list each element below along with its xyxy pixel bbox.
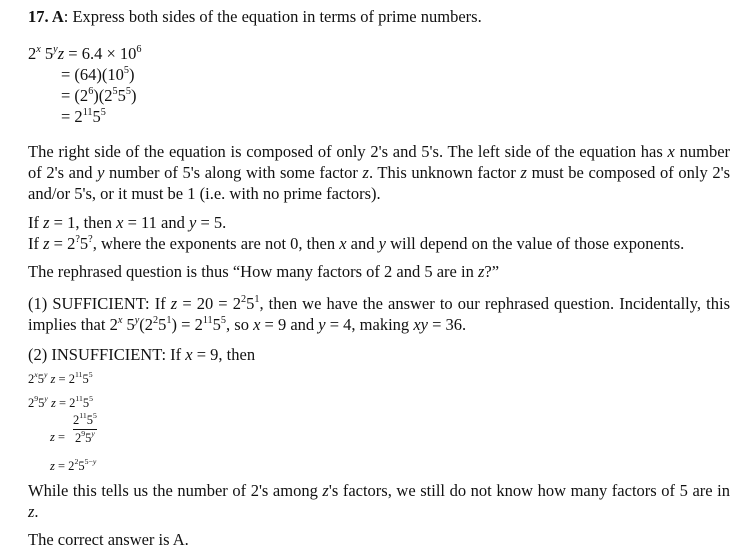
explanation-paragraph-2: While this tells us the number of 2's among z's factors, we still do not know how many factors of 5 are in z. <box>28 481 730 521</box>
equation-line-4: = $2^{11}5^5$ <box>61 107 106 126</box>
equation-line-2: = $(64)(10^5)$ <box>61 65 135 84</box>
case-line-2: If z = 2?5?, where the exponents are not 0, then x and y will depend on the value of those exponents. <box>28 234 685 253</box>
correct-answer: The correct answer is A. <box>28 530 189 549</box>
heading-text: : Express both sides of the equation in terms of prime numbers. <box>63 7 482 26</box>
equation-bottom-3-fraction: $2^{11}5^5$ $2^95^y$ <box>73 411 97 445</box>
rephrased-question: The rephrased question is thus “How many factors of 2 and 5 are in z?” <box>28 262 500 281</box>
equation-line-3: = $(2^6)(2^55^5)$ <box>61 86 137 105</box>
equation-bottom-3-lhs: z = <box>50 430 66 444</box>
explanation-paragraph-1: The right side of the equation is composed of only 2's and 5's. The left side of the equation has x number of 2's and y number of 5's along with some factor z. This unknown factor z must be composed of only 2's and/or 5's, or it must be 1 (i.e. with no prime factors). <box>28 142 731 203</box>
statement-1: (1) SUFFICIENT: If $z = 20 = 2^25^1$, then we have the answer to our rephrased question. Incidentally, this implies that 2$^x$ $5^y(2^25^1) = 2^{11}5^5$, so x = 9 and y = 4, making xy = 36. <box>28 294 730 334</box>
answer-label: 17. A <box>28 7 64 26</box>
equation-bottom-4: $z = 2^25^{5-y}$ <box>50 457 97 473</box>
statement-2-label: (2) INSUFFICIENT <box>28 345 162 364</box>
equation-line-1: 2$^x$ $5^yz = 6.4 \times 10^6$ <box>28 44 142 63</box>
statement-2: (2) INSUFFICIENT: If x = 9, then <box>28 345 256 364</box>
statement-1-label: (1) SUFFICIENT <box>28 294 146 313</box>
equation-bottom-2: $2^95^y$ $z = 2^{11}5^5$ <box>28 394 93 410</box>
case-line-1: If z = 1, then x = 11 and y = 5. <box>28 213 227 232</box>
equation-bottom-1: 2$^x$5$^y$ $z = 2^{11}5^5$ <box>28 370 93 386</box>
question-heading <box>28 6 482 27</box>
